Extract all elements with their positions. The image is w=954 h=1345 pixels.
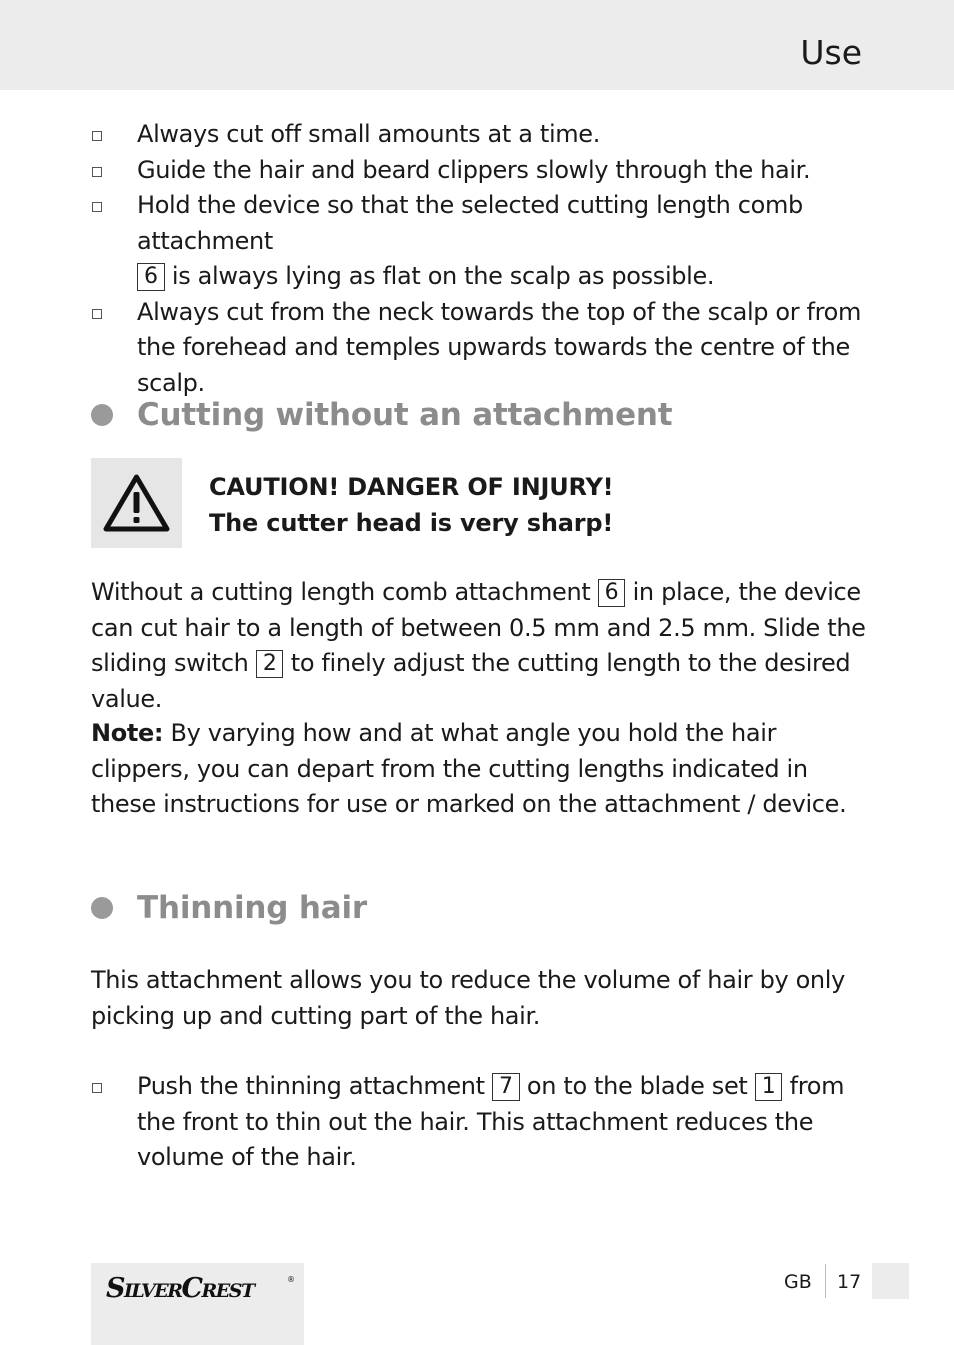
page-number: 17: [837, 1271, 862, 1293]
note-text: By varying how and at what angle you hold the hair clippers, you can depart from the cutting lengths indicated in these instructions for use or marked on the attachment / device.: [91, 719, 847, 818]
list-item-text: on to the blade set: [519, 1072, 755, 1100]
list-item-text: Guide the hair and beard clippers slowly through the hair.: [137, 155, 811, 184]
list-item: [91, 188, 871, 295]
part-reference-badge: 7: [492, 1073, 520, 1101]
part-reference-badge: 2: [256, 650, 284, 678]
registered-mark: ®: [287, 1275, 295, 1284]
list-item-text: Always cut from the neck towards the top of the scalp or from the forehead and temples upwards towards the centre of the scalp.: [137, 297, 862, 397]
list-item: [91, 1069, 871, 1176]
checkbox-bullet-icon: [92, 167, 102, 177]
paragraph-text: Without a cutting length comb attachment: [91, 578, 598, 606]
bullet-list-bottom: [91, 1069, 871, 1176]
paragraph-thinning: [91, 963, 871, 1034]
list-item: [91, 117, 871, 153]
list-item-text: Push the thinning attachment: [137, 1072, 492, 1100]
list-item-text: Always cut off small amounts at a time.: [137, 120, 600, 148]
page-tab-marker: [872, 1263, 909, 1299]
warning-line-2: The cutter head is very sharp!: [209, 509, 614, 537]
section-bullet-icon: [91, 404, 113, 426]
paragraph-text: This attachment allows you to reduce the volume of hair by only picking up and cutting part of the hair.: [91, 966, 845, 1030]
part-reference-badge: 6: [137, 263, 165, 291]
list-item: [91, 295, 871, 402]
paragraph-note: [91, 716, 871, 823]
brand-logo: [91, 1263, 304, 1345]
warning-triangle-icon: [103, 474, 170, 532]
section-title: Thinning hair: [137, 890, 367, 926]
country-code: GB: [784, 1271, 812, 1293]
warning-box: [91, 458, 182, 548]
paragraph-text: to finely adjust the cutting length to the desired value.: [91, 649, 851, 713]
page-title: Use: [800, 33, 862, 72]
section-title: Cutting without an attachment: [137, 397, 673, 433]
list-item-text: Hold the device so that the selected cutting length comb attachment: [137, 191, 803, 255]
note-label: Note:: [91, 719, 164, 747]
checkbox-bullet-icon: [92, 202, 102, 212]
paragraph-text: in place, the device can cut hair to a length of between 0.5 mm and 2.5 mm. Slide the sliding switch: [91, 578, 866, 677]
warning-line-1: CAUTION! DANGER OF INJURY!: [209, 473, 614, 501]
list-item-text: from the front to thin out the hair. This attachment reduces the volume of the hair.: [137, 1072, 845, 1171]
paragraph-cutting-length: [91, 575, 871, 717]
checkbox-bullet-icon: [92, 309, 102, 319]
part-reference-badge: 1: [755, 1073, 783, 1101]
section-bullet-icon: [91, 897, 113, 919]
checkbox-bullet-icon: [92, 131, 102, 141]
checkbox-bullet-icon: [92, 1083, 102, 1093]
bullet-list-top: [91, 117, 871, 401]
warning-text: [209, 469, 613, 541]
list-item-text: is always lying as flat on the scalp as possible.: [164, 262, 715, 290]
footer-divider: [825, 1264, 826, 1298]
part-reference-badge: 6: [598, 579, 626, 607]
list-item: [91, 153, 871, 189]
brand-logo-text: SilverCrest: [106, 1273, 254, 1304]
